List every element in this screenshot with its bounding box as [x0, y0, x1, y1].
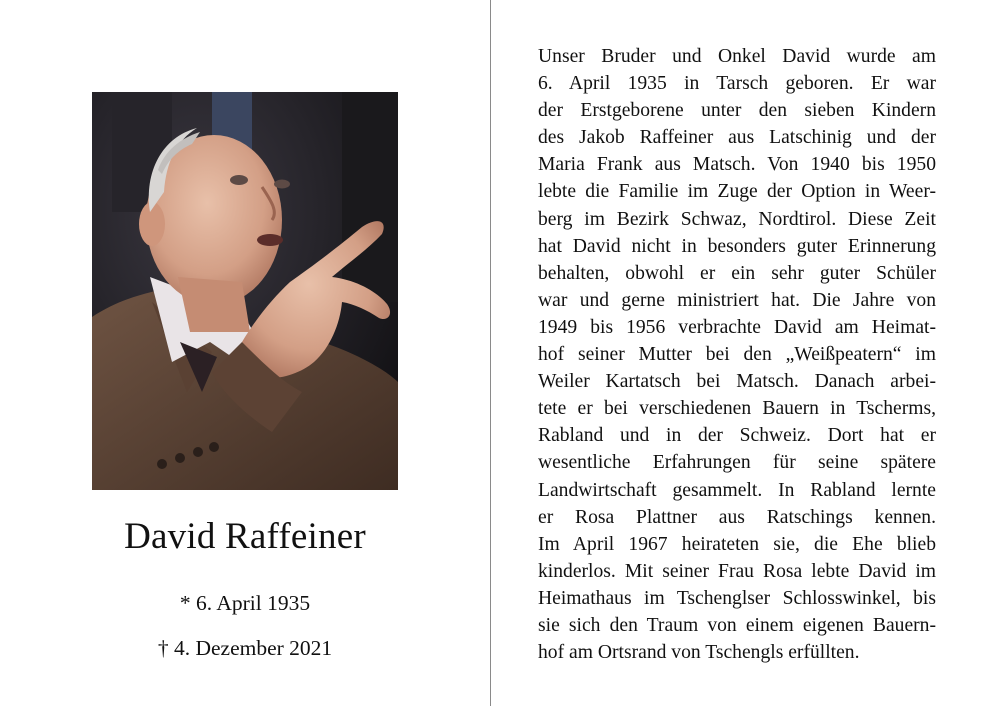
portrait-photo — [92, 92, 398, 490]
biography-line: wesentliche Erfahrungen für seine spätere — [538, 452, 936, 474]
biography-line: er Rosa Plattner aus Ratschings kennen. — [538, 506, 936, 528]
biography-line: behalten, obwohl er ein sehr guter Schüler — [538, 262, 936, 284]
biography-line: der Erstgeborene unter den sieben Kindern — [538, 100, 936, 122]
biography-line: hat David nicht in besonders guter Erinnerung — [538, 235, 936, 257]
birth-date: * 6. April 1935 — [179, 591, 311, 615]
biography-line: 1949 bis 1956 verbrachte David am Heimat- — [538, 316, 936, 338]
biography-line: hof am Ortsrand von Tschengls erfüllten. — [538, 642, 860, 664]
deceased-name: David Raffeiner — [124, 516, 366, 557]
biography-text — [538, 43, 936, 666]
biography-line: Landwirtschaft gesammelt. In Rabland lernte — [538, 479, 936, 501]
biography-line: 6. April 1935 in Tarsch geboren. Er war — [538, 73, 936, 95]
biography-line: war und gerne ministriert hat. Die Jahre von — [538, 289, 936, 311]
fold-divider — [490, 0, 491, 706]
biography-line: Unser Bruder und Onkel David wurde am — [538, 46, 936, 67]
biography-line: berg im Bezirk Schwaz, Nordtirol. Diese Zeit — [538, 208, 936, 230]
biography-line: kinderlos. Mit seiner Frau Rosa lebte David im — [538, 560, 936, 582]
biography-line: lebte die Familie im Zuge der Option in Weer- — [538, 181, 936, 203]
biography-line: tete er bei verschiedenen Bauern in Tscherms, — [538, 398, 936, 420]
biography-line: Weiler Kartatsch bei Matsch. Danach arbei- — [538, 371, 936, 393]
biography-line: des Jakob Raffeiner aus Latschinig und der — [538, 127, 936, 149]
biography-line: hof seiner Mutter bei den „Weißpeatern“ im — [538, 344, 936, 366]
death-date: † 4. Dezember 2021 — [157, 636, 333, 660]
biography-line: Im April 1967 heirateten sie, die Ehe blieb — [538, 533, 936, 555]
biography-line: Maria Frank aus Matsch. Von 1940 bis 1950 — [538, 154, 936, 176]
biography-line: Heimathaus im Tschenglser Schlosswinkel, bis — [538, 587, 936, 609]
memorial-left-panel — [0, 0, 490, 706]
biography-line: sie sich den Traum von einem eigenen Bauern- — [538, 614, 936, 636]
biography-line: Rabland und in der Schweiz. Dort hat er — [538, 425, 936, 447]
